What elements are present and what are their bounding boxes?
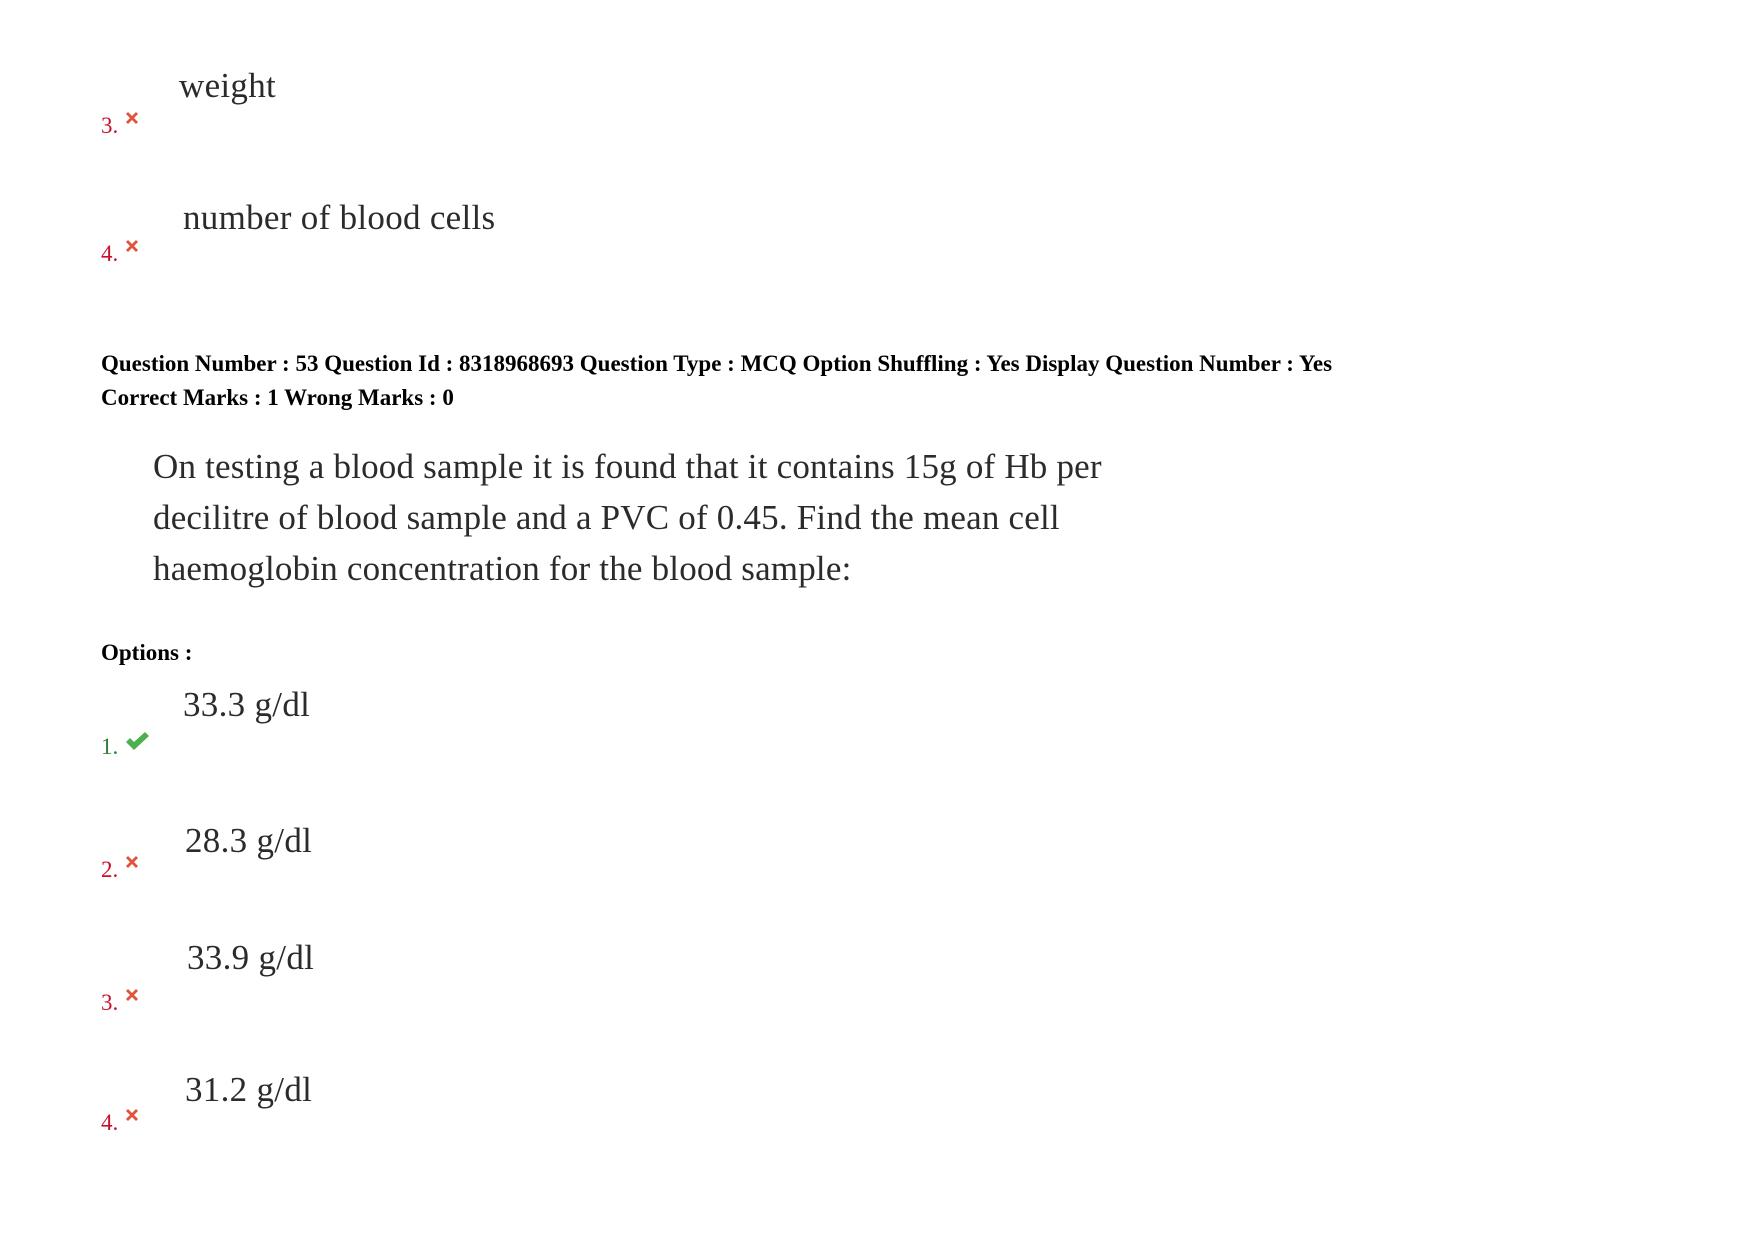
- question-text: [153, 441, 1102, 594]
- cross-icon: [124, 1107, 140, 1128]
- option-number: 4.: [101, 1110, 119, 1135]
- option-text: number of blood cells: [183, 198, 496, 237]
- cross-icon: [124, 238, 140, 259]
- option-number: 3.: [101, 113, 119, 138]
- option-number: 3.: [101, 990, 119, 1015]
- option-marker: [101, 1111, 140, 1135]
- option-marker: [101, 991, 140, 1015]
- cross-icon: [124, 854, 140, 875]
- question-text-line: On testing a blood sample it is found that it contains 15g of Hb per: [153, 447, 1102, 486]
- question-text-line: haemoglobin concentration for the blood sample:: [153, 549, 852, 588]
- question-meta: Question Number : 53 Question Id : 8318968693 Question Type : MCQ Option Shuffling : Yes Display Question Number : Yes: [101, 351, 1333, 376]
- cross-icon: [124, 987, 140, 1008]
- check-icon: [124, 731, 150, 756]
- option-number: 1.: [101, 734, 119, 759]
- option-marker: [101, 114, 140, 138]
- option-text: 33.9 g/dl: [187, 938, 315, 977]
- question-marks: Correct Marks : 1 Wrong Marks : 0: [101, 385, 454, 410]
- option-marker: [101, 735, 150, 760]
- option-text: 28.3 g/dl: [185, 821, 313, 860]
- option-text: weight: [179, 66, 277, 105]
- options-label: Options :: [101, 640, 193, 665]
- option-number: 2.: [101, 857, 119, 882]
- option-text: 33.3 g/dl: [183, 685, 311, 724]
- cross-icon: [124, 110, 140, 131]
- option-number: 4.: [101, 241, 119, 266]
- option-text: 31.2 g/dl: [185, 1070, 313, 1109]
- option-marker: [101, 242, 140, 266]
- option-marker: [101, 858, 140, 882]
- question-text-line: decilitre of blood sample and a PVC of 0.45. Find the mean cell: [153, 498, 1060, 537]
